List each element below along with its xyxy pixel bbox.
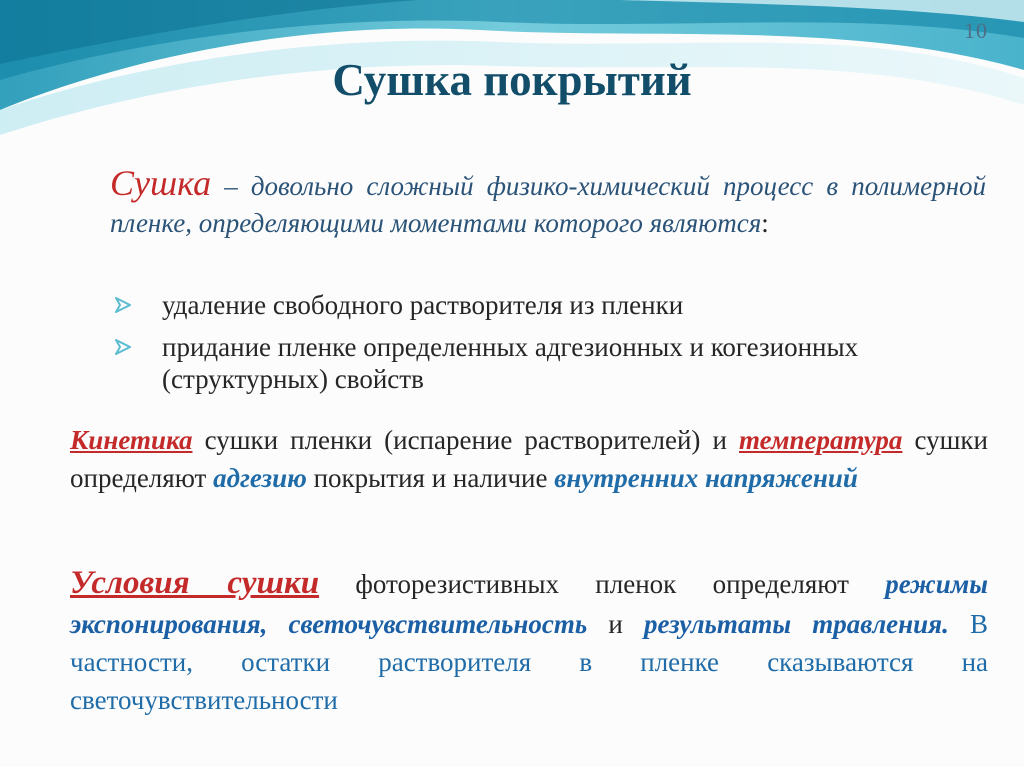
adhesion-term: адгезию [213,462,307,493]
intro-text: – довольно сложный физико-химический процесс в полимерной пленке, определяющими моментами которого являются [110,171,986,239]
results-term: результаты травления. [643,609,949,640]
intro-colon: : [761,208,769,239]
intro-definition [110,160,986,241]
conditions-term: Условия сушки [70,565,320,601]
arrow-bullet-icon [114,296,132,314]
paragraph-text: покрытия и наличие [306,462,555,493]
modes-term: режимы экспонирования, светочувствительность [70,569,988,640]
bullet-list [110,290,970,406]
intro-term: Сушка [110,163,212,203]
slide-title: Сушка покрытий [332,55,692,105]
temperature-term: температура [739,425,903,455]
kinetics-term: Кинетика [70,425,193,455]
paragraph-kinetics [70,422,988,498]
bullet-text: придание пленке определенных адгезионных и когезионных (структурных) свойств [162,331,859,394]
paragraph-conditions [70,560,988,720]
paragraph-text: фоторезистивных пленок определяют [319,569,886,599]
arrow-bullet-icon [114,338,132,356]
bullet-text: удаление свободного растворителя из пленки [162,290,684,320]
stresses-term: внутренних напряжений [554,462,858,493]
list-item [110,332,970,396]
list-item [110,290,970,322]
paragraph-text: и [587,609,644,640]
slide-number: 10 [964,18,988,43]
paragraph-text: В частности, остатки растворителя в пленке сказываются на светочувствительности [70,609,988,715]
paragraph-text: сушки определяют [70,425,988,493]
paragraph-text: сушки пленки (испарение растворителей) и [192,425,739,455]
